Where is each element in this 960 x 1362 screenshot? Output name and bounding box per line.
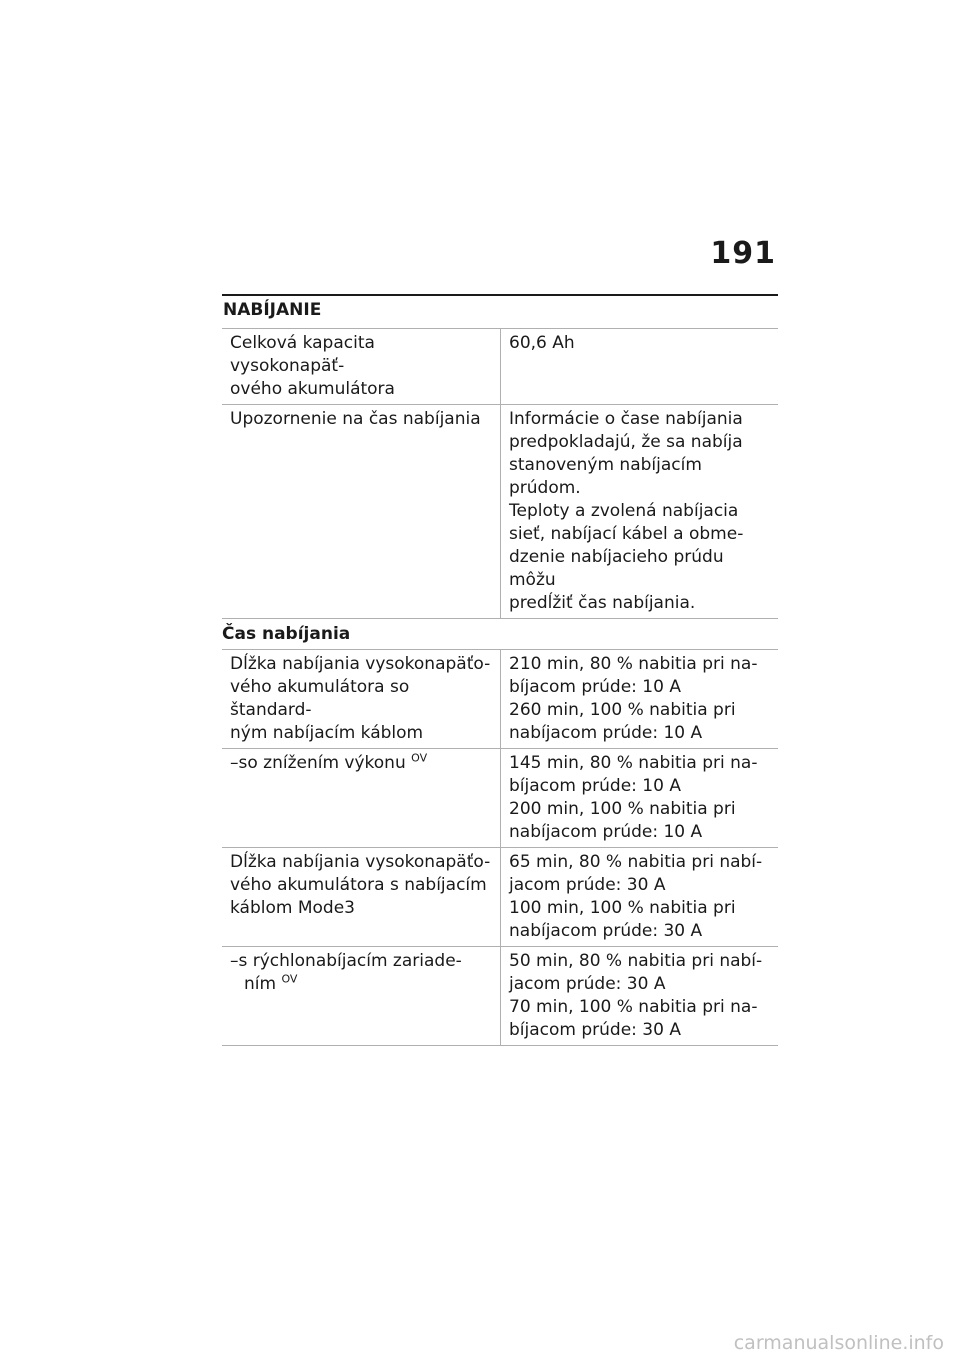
cell-line: 210 min, 80 % nabitia pri na-	[509, 654, 758, 674]
row-value	[501, 749, 779, 848]
cell-line	[230, 950, 492, 973]
cell-line: sieť, nabíjací kábel a obme-	[509, 524, 744, 544]
option-superscript: OV	[281, 972, 298, 986]
specification-table	[222, 328, 778, 1046]
cell-line: 145 min, 80 % nabitia pri na-	[509, 753, 758, 773]
row-value	[501, 848, 779, 947]
row-label	[222, 848, 501, 947]
cell-text: so znížením výkonu	[238, 753, 406, 773]
cell-line: Dĺžka nabíjania vysokonapäťo-	[230, 852, 491, 872]
section-rule	[222, 294, 778, 296]
row-label	[222, 650, 501, 749]
cell-line: 100 min, 100 % nabitia pri	[509, 898, 736, 918]
row-value	[501, 650, 779, 749]
cell-line: Dĺžka nabíjania vysokonapäťo-	[230, 654, 491, 674]
cell-line: 70 min, 100 % nabitia pri na-	[509, 997, 758, 1017]
cell-line: bíjacom prúde: 10 A	[509, 776, 681, 796]
cell-line: bíjacom prúde: 10 A	[509, 677, 681, 697]
cell-text: ním	[244, 974, 277, 994]
cell-line: 200 min, 100 % nabitia pri	[509, 799, 736, 819]
row-label	[222, 947, 501, 1046]
cell-line: nabíjacom prúde: 10 A	[509, 723, 703, 743]
row-value	[501, 947, 779, 1046]
option-superscript: OV	[411, 751, 428, 765]
cell-line: ového akumulátora	[230, 379, 395, 399]
row-label	[222, 329, 501, 405]
cell-line: Celková kapacita vysokonapäť-	[230, 333, 375, 376]
cell-line: dzenie nabíjacieho prúdu môžu	[509, 547, 724, 590]
cell-line: Teploty a zvolená nabíjacia	[509, 501, 739, 521]
cell-line: káblom Mode3	[230, 898, 355, 918]
cell-line: nabíjacom prúde: 30 A	[509, 921, 703, 941]
list-dash: –	[230, 951, 239, 971]
table-subheading-row	[222, 619, 778, 650]
section-title: NABÍJANIE	[223, 300, 322, 320]
row-label	[222, 749, 501, 848]
row-value	[501, 405, 779, 619]
cell-line: 50 min, 80 % nabitia pri nabí-	[509, 951, 763, 971]
row-value	[501, 329, 779, 405]
table-row	[222, 947, 778, 1046]
page-number: 191	[710, 236, 776, 271]
cell-line: predpokladajú, že sa nabíja	[509, 432, 743, 452]
cell-line: 260 min, 100 % nabitia pri	[509, 700, 736, 720]
list-dash: –	[230, 753, 239, 773]
table-row	[222, 848, 778, 947]
cell-line: ným nabíjacím káblom	[230, 723, 424, 743]
row-label	[222, 405, 501, 619]
cell-text: s rýchlonabíjacím zariade-	[238, 951, 462, 971]
cell-line: nabíjacom prúde: 10 A	[509, 822, 703, 842]
cell-line: jacom prúde: 30 A	[509, 875, 666, 895]
cell-line	[230, 973, 492, 996]
cell-line: stanoveným nabíjacím prúdom.	[509, 455, 702, 498]
subheading: Čas nabíjania	[222, 619, 778, 650]
cell-line: 65 min, 80 % nabitia pri nabí-	[509, 852, 763, 872]
cell-line	[230, 752, 492, 775]
cell-line: Informácie o čase nabíjania	[509, 409, 743, 429]
table-row	[222, 329, 778, 405]
table-row	[222, 749, 778, 848]
cell-line: Upozornenie na čas nabíjania	[230, 409, 481, 429]
watermark: carmanualsonline.info	[733, 1332, 944, 1354]
table-row	[222, 650, 778, 749]
cell-line: bíjacom prúde: 30 A	[509, 1020, 681, 1040]
cell-line: jacom prúde: 30 A	[509, 974, 666, 994]
cell-line: vého akumulátora s nabíjacím	[230, 875, 487, 895]
cell-line: 60,6 Ah	[509, 333, 575, 353]
cell-line: predĺžiť čas nabíjania.	[509, 593, 696, 613]
cell-line: vého akumulátora so štandard-	[230, 677, 410, 720]
table-row	[222, 405, 778, 619]
